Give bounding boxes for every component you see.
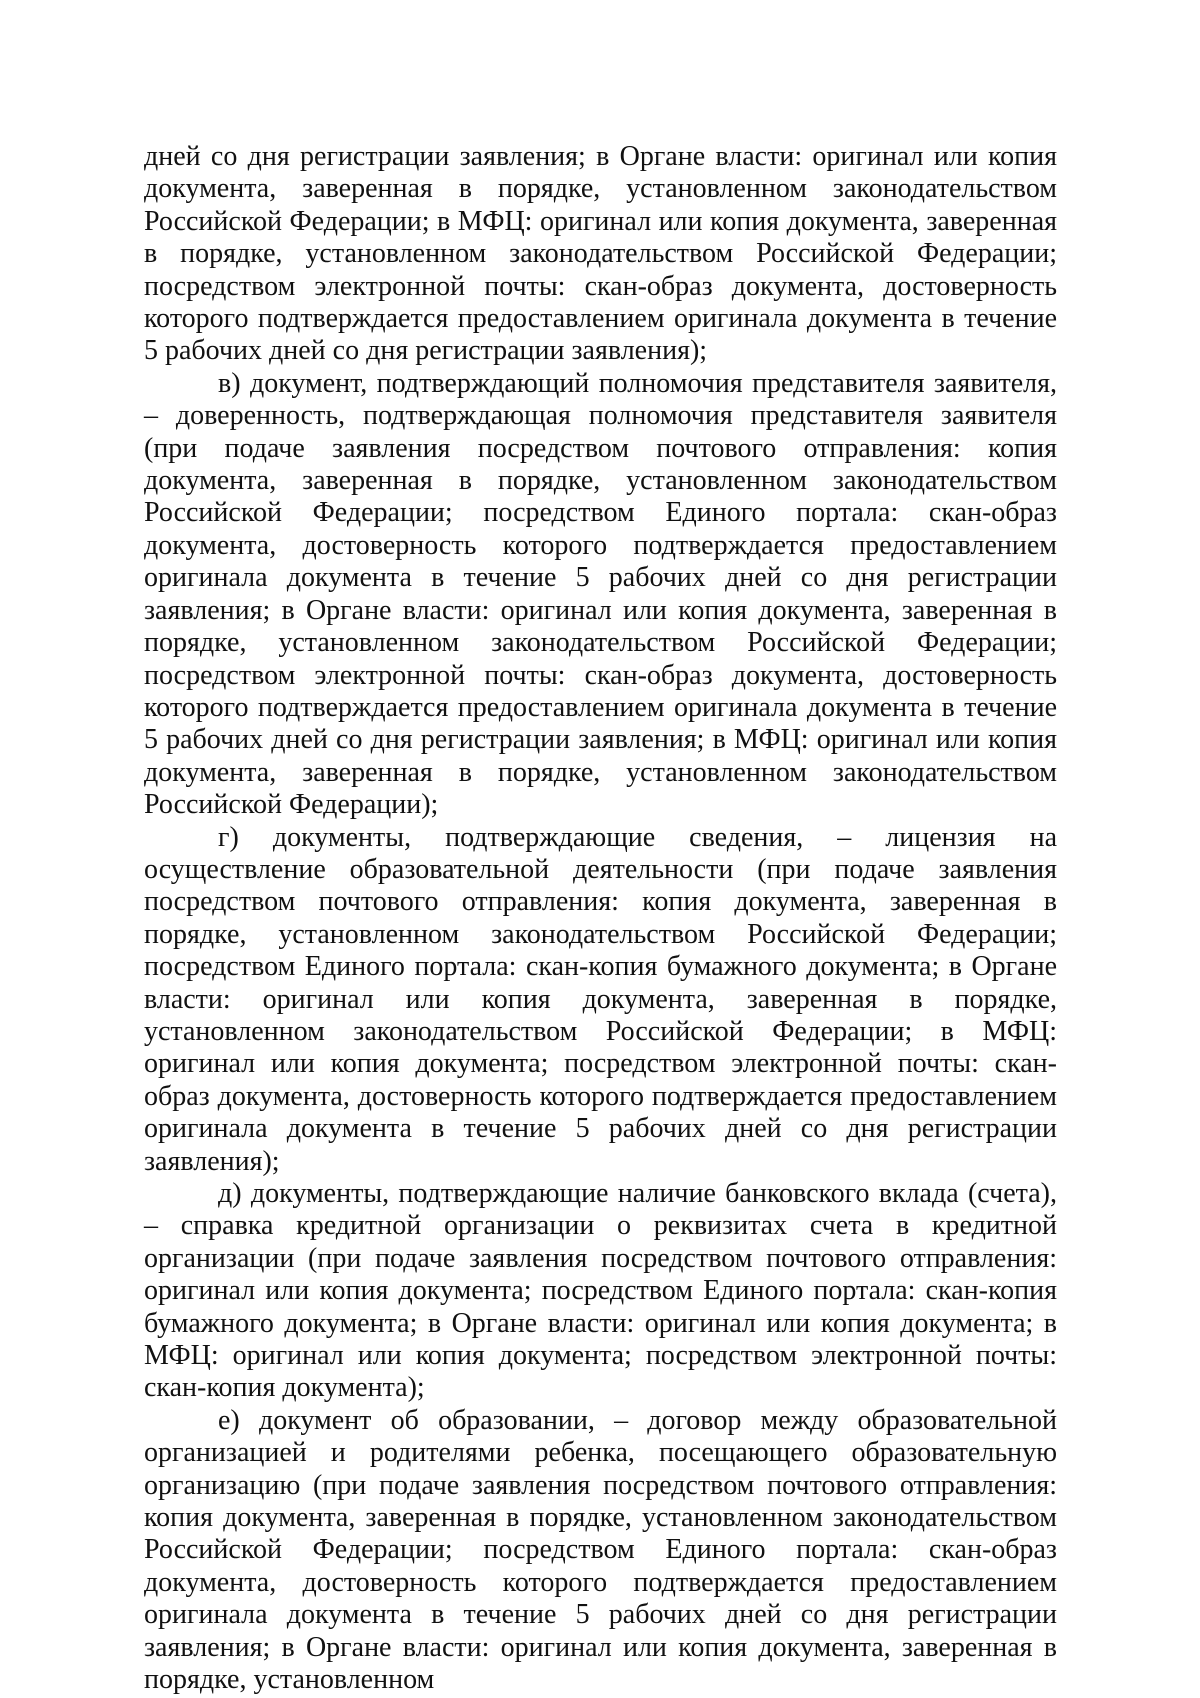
document-page xyxy=(144,141,1057,1697)
paragraph-item-e: е) документ об образовании, – договор между образовательной организацией и родителями ребенка, посещающего образовательную организацию (при подаче заявления посредством почтового отправления: копия документа, заверенная в порядке, установленном законодательством Российской Федерации; посредством Единого портала: скан-образ документа, достоверность которого подтверждается предоставлением оригинала документа в течение 5 рабочих дней со дня регистрации заявления; в Органе власти: оригинал или копия документа, заверенная в порядке, установленном xyxy=(144,1404,1057,1696)
paragraph-item-v: в) документ, подтверждающий полномочия представителя заявителя, – доверенность, подтверждающая полномочия представителя заявителя (при подаче заявления посредством почтового отправления: копия документа, заверенная в порядке, установленном законодательством Российской Федерации; посредством Единого портала: скан-образ документа, достоверность которого подтверждается предоставлением оригинала документа в течение 5 рабочих дней со дня регистрации заявления; в Органе власти: оригинал или копия документа, заверенная в порядке, установленном законодательством Российской Федерации; посредством электронной почты: скан-образ документа, достоверность которого подтверждается предоставлением оригинала документа в течение 5 рабочих дней со дня регистрации заявления; в МФЦ: оригинал или копия документа, заверенная в порядке, установленном законодательством Российской Федерации); xyxy=(144,367,1057,821)
paragraph-continuation: дней со дня регистрации заявления; в Органе власти: оригинал или копия документа, заверенная в порядке, установленном законодательством Российской Федерации; в МФЦ: оригинал или копия документа, заверенная в порядке, установленном законодательством Российской Федерации; посредством электронной почты: скан-образ документа, достоверность которого подтверждается предоставлением оригинала документа в течение 5 рабочих дней со дня регистрации заявления); xyxy=(144,141,1057,367)
paragraph-item-d: д) документы, подтверждающие наличие банковского вклада (счета), – справка кредитной организации о реквизитах счета в кредитной организации (при подаче заявления посредством почтового отправления: оригинал или копия документа; посредством Единого портала: скан-копия бумажного документа; в Органе власти: оригинал или копия документа; в МФЦ: оригинал или копия документа; посредством электронной почты: скан-копия документа); xyxy=(144,1178,1057,1404)
paragraph-item-g: г) документы, подтверждающие сведения, – лицензия на осуществление образовательной деятельности (при подаче заявления посредством почтового отправления: копия документа, заверенная в порядке, установленном законодательством Российской Федерации; посредством Единого портала: скан-копия бумажного документа; в Органе власти: оригинал или копия документа, заверенная в порядке, установленном законодательством Российской Федерации; в МФЦ: оригинал или копия документа; посредством электронной почты: скан-образ документа, достоверность которого подтверждается предоставлением оригинала документа в течение 5 рабочих дней со дня регистрации заявления); xyxy=(144,821,1057,1177)
